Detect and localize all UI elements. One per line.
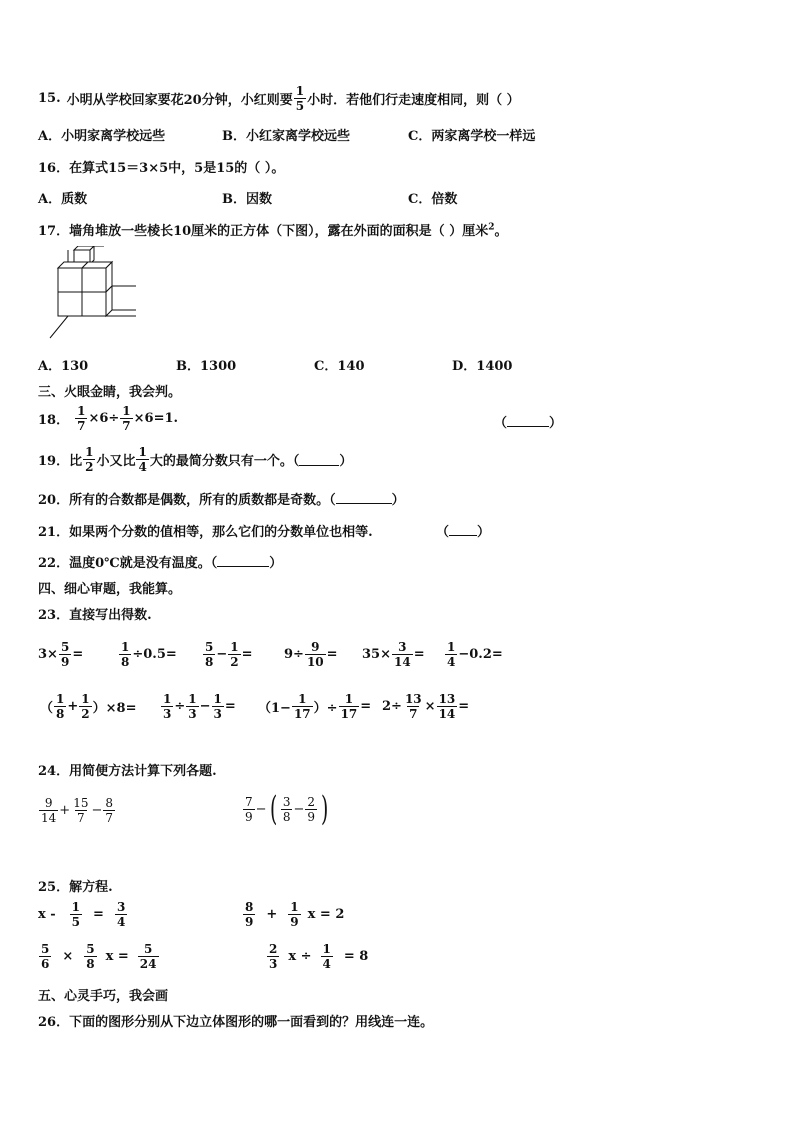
q15-text-pre: 小明从学校回家要花20分钟，小红则要 (66, 93, 293, 108)
q16-option-a[interactable]: A．质数 (38, 192, 88, 207)
q21-text: 21．如果两个分数的值相等，那么它们的分数单位也相等. (38, 525, 373, 540)
q24-expr-2: $\frac{7}{9}$ − ( $\frac{3}{8}$ − $\frac{2}{9}$ ) (245, 789, 329, 829)
q17-option-d[interactable]: D．1400 (452, 359, 513, 374)
q17-option-a[interactable]: A．130 (38, 359, 89, 374)
q18-frac-1: $\frac{1}{7}$ (77, 404, 86, 433)
q15-line (38, 84, 520, 113)
q16-option-b[interactable]: B．因数 (222, 192, 272, 207)
q16-text: 16．在算式15＝3×5中，5是15的（ ）。 (38, 161, 285, 176)
q26-title: 26．下面的图形分别从下边立体图形的哪一面看到的？用线连一连。 (38, 1015, 434, 1030)
q19-frac-1: $\frac{1}{2}$ (85, 445, 94, 474)
q19-frac-2: $\frac{1}{4}$ (138, 445, 147, 474)
q16-option-c[interactable]: C．倍数 (408, 192, 458, 207)
q23-item-4: 9÷ $\frac{9}{10}$ = (284, 640, 338, 669)
q23-item-5: 35× $\frac{3}{14}$ = (362, 640, 425, 669)
q15-option-b[interactable]: B．小红家离学校远些 (222, 129, 350, 144)
q18-answer-blank[interactable]: （ ） (494, 416, 563, 431)
section-4-heading: 四、细心审题，我能算。 (38, 582, 182, 597)
q23-item-6: $\frac{1}{4}$ −0.2= (447, 640, 503, 669)
cube-stack-figure (44, 246, 144, 341)
q17-option-b[interactable]: B．1300 (176, 359, 237, 374)
q25-eq-4: $\frac{2}{3}$ x ÷ $\frac{1}{4}$ = 8 (269, 942, 369, 971)
q24-expr-1: $\frac{9}{14}$ + $\frac{15}{7}$ − $\frac{8}{7}$ (41, 796, 114, 825)
q25-eq-3: $\frac{5}{6}$ × $\frac{5}{8}$ x = $\frac{5}{24}$ (41, 942, 157, 971)
q23-item-9: （1− $\frac{1}{17}$ ）÷ $\frac{1}{17}$ = (258, 692, 372, 721)
q20-answer-blank[interactable] (336, 491, 392, 504)
q23-item-1: 3× $\frac{5}{9}$ = (38, 640, 84, 669)
q15-option-a[interactable]: A．小明家离学校远些 (38, 129, 166, 144)
q25-title: 25．解方程. (38, 880, 113, 895)
q22-answer-blank[interactable] (217, 554, 269, 567)
q15-number: 15. (38, 91, 61, 106)
q20-line: 20．所有的合数都是偶数，所有的质数都是奇数。（ ） (38, 493, 405, 508)
q19-line: 19．比 $\frac{1}{2}$ 小又比 $\frac{1}{4}$ 大的最简分数只有一个。（ ） (38, 445, 353, 474)
q17-text: 17．墙角堆放一些棱长10厘米的正方体（下图），露在外面的面积是（ ）厘米$^2$。 (38, 222, 508, 239)
q23-item-10: 2÷ $\frac{13}{7}$ × $\frac{13}{14}$ = (382, 692, 470, 721)
q18-frac-2: $\frac{1}{7}$ (122, 404, 131, 433)
q15-fraction: $\frac{1}{5}$ (295, 84, 305, 113)
q23-item-2: $\frac{1}{8}$ ÷0.5= (121, 640, 177, 669)
q17-option-c[interactable]: C．140 (314, 359, 365, 374)
q15-text-post: 小时．若他们行走速度相同，则（ ） (307, 93, 520, 108)
q24-title: 24．用简便方法计算下列各题. (38, 764, 217, 779)
q23-item-3: $\frac{5}{8}$ − $\frac{1}{2}$ = (205, 640, 253, 669)
q22-line: 22．温度0℃就是没有温度。（ ） (38, 556, 283, 571)
q21-answer-blank[interactable]: （ ） (436, 525, 491, 540)
q18-line: 18． $\frac{1}{7}$ ×6÷ $\frac{1}{7}$ ×6=1. (38, 404, 179, 433)
q25-eq-2: $\frac{8}{9}$ + $\frac{1}{9}$ x = 2 (245, 900, 345, 929)
q19-answer-blank[interactable] (299, 453, 339, 466)
q23-title: 23．直接写出得数. (38, 608, 152, 623)
section-3-heading: 三、火眼金睛，我会判。 (38, 385, 182, 400)
q15-option-c[interactable]: C．两家离学校一样远 (408, 129, 536, 144)
q23-item-8: $\frac{1}{3}$ ÷ $\frac{1}{3}$ − $\frac{1}{3}$ = (163, 692, 236, 721)
section-5-heading: 五、心灵手巧，我会画 (38, 989, 169, 1004)
q23-item-7: （ $\frac{1}{8}$ + $\frac{1}{2}$ ）×8= (40, 692, 137, 721)
q25-eq-1: x - $\frac{1}{5}$ = $\frac{3}{4}$ (38, 900, 126, 929)
